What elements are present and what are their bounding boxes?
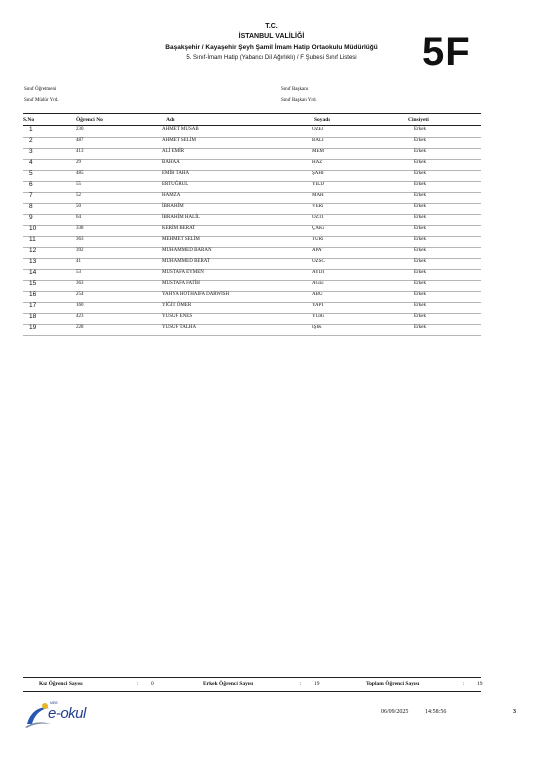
row-surname: ÖZSC <box>312 259 325 264</box>
row-sno: 5 <box>29 170 33 177</box>
row-name: MUHAMMED BERAT <box>162 259 210 264</box>
header-governorship: İSTANBUL VALİLİĞİ <box>238 33 305 40</box>
row-sno: 18 <box>29 313 37 320</box>
row-surname: ÖZEl <box>312 127 324 132</box>
col-header-student-no: Öğrenci No <box>76 117 103 123</box>
row-student-no: 392 <box>76 248 84 253</box>
row-student-no: 485 <box>76 171 84 176</box>
print-time: 14:58:56 <box>425 709 447 715</box>
row-name: İBRAHİM HALİL <box>162 215 200 220</box>
row-name: YUSUF TALHA <box>162 325 197 330</box>
row-name: YİĞİT ÖMER <box>162 303 192 308</box>
row-name: ERTUĞRUL <box>162 182 189 187</box>
row-name: ALİ EMİR <box>162 149 185 154</box>
row-surname: ABU <box>312 292 323 297</box>
row-student-no: 423 <box>76 314 84 319</box>
row-sno: 13 <box>29 258 37 265</box>
girls-count-label: Kız Öğrenci Sayısı <box>39 681 83 687</box>
row-sno: 17 <box>29 302 37 309</box>
page-number: 3 <box>513 709 516 715</box>
row-sno: 15 <box>29 280 37 287</box>
row-sno: 10 <box>29 225 37 232</box>
row-name: YUSUF ENES <box>162 314 193 319</box>
boys-count-value: 19 <box>314 681 320 687</box>
row-gender: Erkek <box>414 160 426 165</box>
row-student-no: 55 <box>76 182 81 187</box>
row-sno: 6 <box>29 181 33 188</box>
table-row <box>23 324 481 336</box>
row-gender: Erkek <box>414 237 426 242</box>
row-name: KERİM BERAT <box>162 226 196 231</box>
row-sno: 1 <box>29 126 33 133</box>
row-student-no: 64 <box>76 215 81 220</box>
row-gender: Erkek <box>414 281 426 286</box>
footer-bottom-rule <box>23 691 481 692</box>
row-sno: 11 <box>29 236 36 243</box>
row-student-no: 338 <box>76 226 84 231</box>
logo-meb-text: MEB <box>50 701 58 705</box>
row-surname: AYDI <box>312 270 325 275</box>
row-surname: YURı <box>312 314 324 319</box>
president-label: Sınıf Başkanı <box>281 87 309 92</box>
row-gender: Erkek <box>414 215 426 220</box>
header-tc: T.C. <box>265 23 278 30</box>
row-student-no: 50 <box>76 204 81 209</box>
row-name: MEHMET SELİM <box>162 237 200 242</box>
row-name: HAMZA <box>162 193 181 198</box>
row-name: BAHAA <box>162 160 180 165</box>
row-surname: MEM <box>312 149 324 154</box>
teacher-label: Sınıf Öğretmeni <box>24 87 57 92</box>
header-class-list-title: 5. Sınıf-İmam Hatip (Yabancı Dil Ağırlıklı) / F Şubesi Sınıf Listesi <box>186 55 357 61</box>
row-gender: Erkek <box>414 303 426 308</box>
print-date: 06/09/2025 <box>381 709 409 715</box>
total-count-colon: : <box>463 681 465 687</box>
row-name: MUHAMMED BARAN <box>162 248 212 253</box>
class-code: 5F <box>422 30 471 74</box>
boys-count-colon: : <box>300 681 302 687</box>
row-surname: YILD <box>312 182 324 187</box>
logo-text: e-okul <box>48 705 86 722</box>
row-gender: Erkek <box>414 149 426 154</box>
row-name: MUSTAFA FATİH <box>162 281 200 286</box>
row-gender: Erkek <box>414 259 426 264</box>
row-surname: ŞAHİ <box>312 171 324 176</box>
row-surname: HAZ <box>312 160 323 165</box>
row-student-no: 254 <box>76 292 84 297</box>
row-surname: AĞEı <box>312 281 324 286</box>
row-student-no: 413 <box>76 149 84 154</box>
row-student-no: 52 <box>76 193 81 198</box>
row-name: EMİR TAHA <box>162 171 190 176</box>
row-sno: 9 <box>29 214 33 221</box>
row-sno: 4 <box>29 159 33 166</box>
row-student-no: 29 <box>76 160 81 165</box>
row-surname: TURı <box>312 237 324 242</box>
vice-principal-label: Sınıf Müdür Yrd. <box>24 98 59 103</box>
row-gender: Erkek <box>414 204 426 209</box>
col-header-surname: Soyadı <box>314 117 330 123</box>
row-surname: VERı <box>312 204 324 209</box>
row-student-no: 363 <box>76 281 84 286</box>
row-name: AHMET SELİM <box>162 138 196 143</box>
row-student-no: 230 <box>76 127 84 132</box>
row-sno: 14 <box>29 269 37 276</box>
row-surname: MAH <box>312 193 324 198</box>
row-student-no: 228 <box>76 325 84 330</box>
row-sno: 12 <box>29 247 37 254</box>
girls-count-value: 0 <box>151 681 154 687</box>
row-gender: Erkek <box>414 314 426 319</box>
vice-president-label: Sınıf Başkan Yrd. <box>281 98 317 103</box>
header-school: Başakşehir / Kayaşehir Şeyh Şamil İmam Hatip Ortaokulu Müdürlüğü <box>165 44 378 51</box>
row-student-no: 53 <box>76 270 81 275</box>
row-gender: Erkek <box>414 292 426 297</box>
row-student-no: 160 <box>76 303 84 308</box>
row-student-no: 363 <box>76 237 84 242</box>
row-surname: APA' <box>312 248 323 253</box>
row-sno: 8 <box>29 203 33 210</box>
total-count-value: 19 <box>477 681 483 687</box>
row-surname: IŞIK <box>312 325 322 330</box>
row-name: MUSTAFA EYMEN <box>162 270 204 275</box>
row-gender: Erkek <box>414 248 426 253</box>
row-gender: Erkek <box>414 226 426 231</box>
col-header-sno: S.No <box>23 117 35 123</box>
table-top-rule <box>23 113 481 114</box>
row-gender: Erkek <box>414 193 426 198</box>
row-gender: Erkek <box>414 127 426 132</box>
col-header-gender: Cinsiyeti <box>408 117 429 123</box>
row-student-no: 487 <box>76 138 84 143</box>
boys-count-label: Erkek Öğrenci Sayısı <box>203 681 254 687</box>
row-name: İBRAHİM <box>162 204 184 209</box>
row-gender: Erkek <box>414 138 426 143</box>
total-count-label: Toplam Öğrenci Sayısı <box>366 681 420 687</box>
row-surname: YAPI <box>312 303 324 308</box>
row-gender: Erkek <box>414 270 426 275</box>
row-surname: ÇAKı <box>312 226 324 231</box>
footer-top-rule <box>23 677 481 678</box>
row-sno: 7 <box>29 192 33 199</box>
row-gender: Erkek <box>414 325 426 330</box>
row-name: AHMET MUSAB <box>162 127 199 132</box>
row-gender: Erkek <box>414 171 426 176</box>
row-student-no: 41 <box>76 259 81 264</box>
row-sno: 16 <box>29 291 37 298</box>
row-name: YAHYA HOTHAIFA DARWISH <box>162 292 230 297</box>
row-surname: BALI <box>312 138 324 143</box>
row-sno: 3 <box>29 148 33 155</box>
row-sno: 19 <box>29 324 37 331</box>
col-header-name: Adı <box>166 117 175 123</box>
e-okul-logo <box>23 700 103 730</box>
row-gender: Erkek <box>414 182 426 187</box>
row-sno: 2 <box>29 137 33 144</box>
row-surname: ÖZTİ <box>312 215 324 220</box>
girls-count-colon: : <box>137 681 139 687</box>
